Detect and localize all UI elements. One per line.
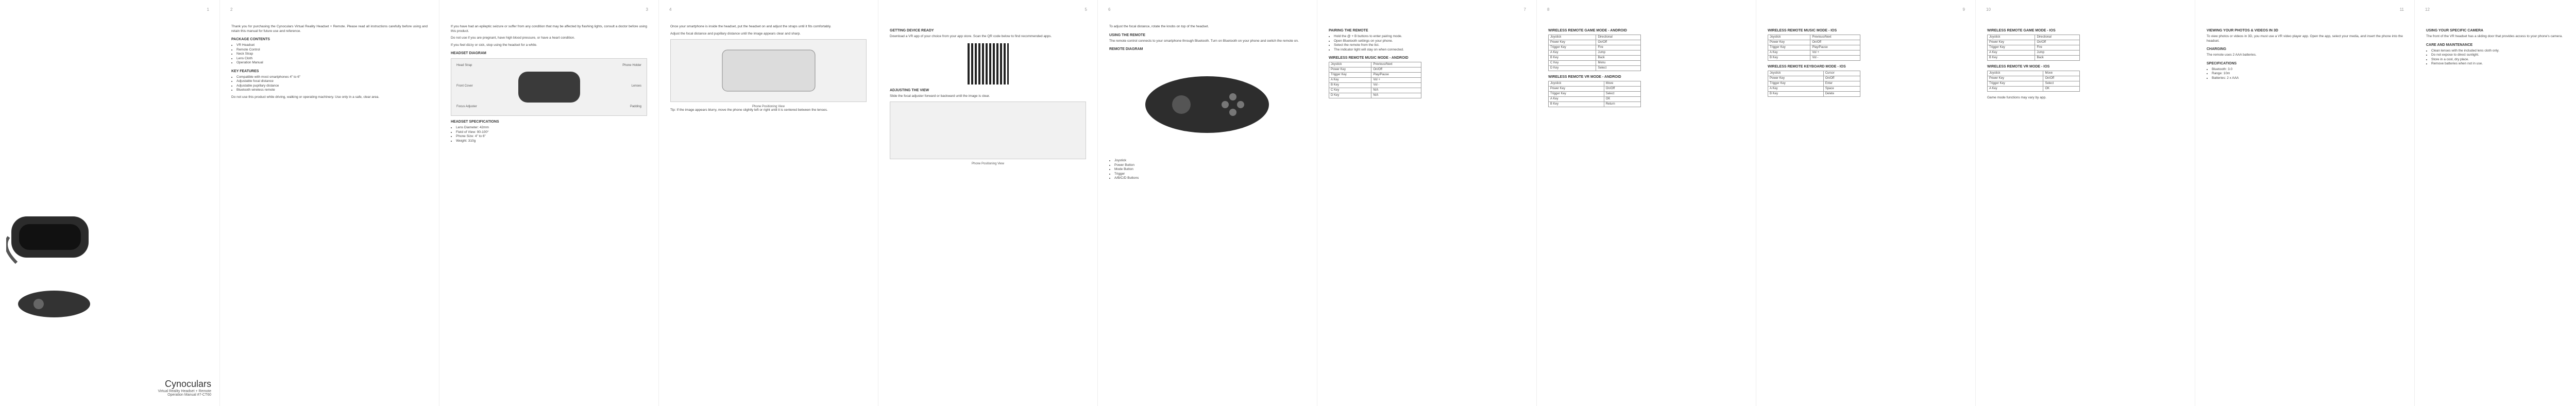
table-cell: D Key — [1329, 93, 1371, 98]
table-cell: Back — [1596, 56, 1641, 61]
table-row — [1329, 73, 1421, 78]
list-item: • Store in a cool, dry place. — [2431, 58, 2576, 62]
table-row — [1329, 88, 1421, 93]
table-row — [1988, 45, 2080, 50]
table-row — [1988, 40, 2080, 45]
table-cell: Select — [1596, 66, 1641, 71]
page-number: 4 — [669, 7, 672, 12]
table-row — [1988, 87, 2080, 92]
table-cell: Vol + — [1810, 50, 1860, 56]
section-heading: CHARGING — [2207, 47, 2227, 51]
list-item: • Select the remote from the list. — [1334, 43, 1525, 48]
subtitle: Virtual Reality Headset + Remote — [158, 390, 211, 393]
table-cell: Menu — [1596, 61, 1641, 66]
table-cell: Back — [2035, 56, 2080, 61]
panel-5 — [878, 0, 1097, 406]
list-item: • Mode Button — [1114, 167, 1306, 172]
table-cell: On/Off — [1823, 76, 1860, 81]
headset-illustration — [6, 201, 94, 273]
panel-9 — [1756, 0, 1975, 406]
figure-caption: Phone Positioning View — [972, 162, 1004, 165]
note-text: Game mode functions may vary by app. — [1987, 96, 2046, 99]
table-row — [1549, 97, 1641, 102]
panel-3 — [439, 0, 658, 406]
table-cell: Vol - — [1371, 83, 1421, 88]
table-row — [1768, 71, 1860, 76]
table-cell: Select — [2043, 81, 2080, 87]
table-cell: A Key — [1988, 50, 2035, 56]
table-cell: B Key — [1768, 92, 1824, 97]
diagram-label: Front Cover — [456, 84, 473, 88]
table-cell: A Key — [1768, 50, 1810, 56]
table-cell: Joystick — [1988, 71, 2043, 76]
body-text: Adjust the focal distance and pupillary distance until the image appears clear and sharp. — [670, 31, 801, 36]
list-item: • Lens Diameter: 42mm — [456, 126, 647, 130]
table-cell: Joystick — [1549, 81, 1604, 87]
table-cell: B Key — [1768, 56, 1810, 61]
table-row — [1329, 93, 1421, 98]
table-row — [1329, 78, 1421, 83]
body-text: Do not use if you are pregnant, have high blood pressure, or have a heart condition. — [451, 36, 575, 40]
contents-list — [231, 43, 428, 65]
table-cell: A Key — [1768, 87, 1824, 92]
body-text: The remote control connects to your smartphone through Bluetooth. Turn on Bluetooth on your phone and switch the remote on. — [1109, 39, 1299, 43]
table-row — [1768, 87, 1860, 92]
body-text: If you feel dizzy or sick, stop using the headset for a while. — [451, 43, 537, 47]
list-item: • The indicator light will stay on when connected. — [1334, 48, 1525, 53]
list-item: • Hold the @ + B buttons to enter pairing mode. — [1334, 35, 1525, 39]
list-item: • Clean lenses with the included lens cloth only. — [2431, 49, 2576, 54]
table-cell: Space — [1823, 87, 1860, 92]
table-row — [1988, 35, 2080, 40]
phone-position-figure — [670, 39, 867, 102]
panel-8 — [1536, 0, 1756, 406]
table-cell: On/Off — [1604, 87, 1640, 92]
care-list — [2426, 49, 2576, 66]
remote-diagram — [1109, 53, 1305, 156]
manual-number: Operation Manual #7-CT60 — [167, 393, 211, 397]
panel-cover — [0, 0, 219, 406]
list-item: • Bluetooth: 3.0 — [2212, 67, 2403, 72]
table-row — [1988, 81, 2080, 87]
spec-list — [451, 126, 647, 143]
list-item: • Power Button — [1114, 163, 1306, 168]
table-cell: Play/Pause — [1371, 73, 1421, 78]
table-cell: A Key — [1549, 97, 1604, 102]
table-cell: Previous/Next — [1371, 62, 1421, 67]
table-cell: Fire — [2035, 45, 2080, 50]
table-cell: Trigger Key — [1768, 45, 1810, 50]
section-heading: PACKAGE CONTENTS — [231, 38, 270, 41]
table-row — [1549, 92, 1641, 97]
table-cell: B Key — [1988, 56, 2035, 61]
table-row — [1329, 83, 1421, 88]
table-cell: Return — [1604, 102, 1640, 107]
body-text: To adjust the focal distance, rotate the knobs on top of the headset. — [1109, 25, 1209, 28]
page-number: 1 — [207, 7, 209, 12]
table-cell: N/A — [1371, 88, 1421, 93]
section-heading: GETTING DEVICE READY — [890, 29, 934, 32]
table-cell: Play/Pause — [1810, 45, 1860, 50]
section-heading: CARE AND MAINTENANCE — [2426, 43, 2473, 47]
table-cell: OK — [2043, 87, 2080, 92]
body-text: Download a VR app of your choice from your app store. Scan the QR code below to find recommended apps. — [890, 35, 1052, 38]
table-cell: On/Off — [2035, 40, 2080, 45]
body-text: Slide the focal adjuster forward or backward until the image is clear. — [890, 94, 990, 98]
panel-4 — [658, 0, 878, 406]
panel-7 — [1317, 0, 1536, 406]
table-heading: WIRELESS REMOTE VR MODE - IOS — [1987, 65, 2050, 69]
phone-position-drawing — [671, 40, 867, 102]
page-number: 10 — [1986, 7, 1991, 12]
list-item: • Range: 10m — [2212, 72, 2403, 76]
list-item: • Adjustable pupillary distance — [236, 84, 428, 89]
section-heading: SPECIFICATIONS — [2207, 61, 2237, 65]
table-cell: Jump — [1596, 50, 1641, 56]
list-item: • Remote Control — [236, 48, 428, 53]
button-map-table — [1548, 81, 1641, 107]
table-cell: Power Key — [1549, 87, 1604, 92]
table-cell: Trigger Key — [1549, 45, 1596, 50]
table-row — [1768, 56, 1860, 61]
list-item: • Operation Manual — [236, 61, 428, 65]
table-row — [1549, 87, 1641, 92]
page-number: 12 — [2425, 7, 2430, 12]
table-heading: WIRELESS REMOTE VR MODE - ANDROID — [1548, 75, 1621, 79]
table-cell: Directional — [1596, 35, 1641, 40]
remote-illustration — [15, 289, 93, 319]
table-heading: WIRELESS REMOTE GAME MODE - ANDROID — [1548, 29, 1627, 32]
table-cell: Trigger Key — [1988, 81, 2043, 87]
table-row — [1768, 40, 1860, 45]
table-cell: OK — [1604, 97, 1640, 102]
table-row — [1549, 102, 1641, 107]
button-map-table — [1329, 62, 1421, 98]
body-text: The remote uses 2 AAA batteries. — [2207, 53, 2257, 57]
table-cell: Joystick — [1329, 62, 1371, 67]
note-text: Do not use this product while driving, walking or operating machinery. Use only in a safe, clear area. — [231, 95, 380, 99]
table-row — [1549, 40, 1641, 45]
table-row — [1549, 45, 1641, 50]
page-number: 2 — [230, 7, 233, 12]
table-row — [1768, 50, 1860, 56]
table-cell: Joystick — [1549, 35, 1596, 40]
table-cell: Jump — [2035, 50, 2080, 56]
table-row — [1988, 50, 2080, 56]
section-heading: HEADSET SPECIFICATIONS — [451, 120, 499, 124]
table-heading: WIRELESS REMOTE MUSIC MODE - IOS — [1768, 29, 1837, 32]
page-number: 8 — [1547, 7, 1550, 12]
panel-11 — [2195, 0, 2414, 406]
table-cell: C Key — [1549, 61, 1596, 66]
list-item: • Field of View: 90-100° — [456, 130, 647, 135]
list-item: • Weight: 310g — [456, 139, 647, 144]
table-cell: Trigger Key — [1549, 92, 1604, 97]
table-cell: Power Key — [1988, 76, 2043, 81]
button-map-table — [1768, 71, 1860, 97]
table-heading: WIRELESS REMOTE KEYBOARD MODE - IOS — [1768, 65, 1846, 69]
section-heading: REMOTE DIAGRAM — [1109, 47, 1143, 51]
body-text: Once your smartphone is inside the headset, put the headset on and adjust the straps until it fits comfortably. — [670, 25, 832, 28]
table-cell: Trigger Key — [1768, 81, 1824, 87]
button-map-table — [1768, 35, 1860, 61]
section-heading: PAIRING THE REMOTE — [1329, 29, 1368, 32]
table-row — [1768, 76, 1860, 81]
panel-2 — [219, 0, 439, 406]
remote-labels — [1109, 159, 1306, 181]
table-row — [1549, 66, 1641, 71]
table-heading: WIRELESS REMOTE GAME MODE - IOS — [1987, 29, 2056, 32]
list-item: • Remove batteries when not in use. — [2431, 62, 2576, 66]
panel-6 — [1097, 0, 1317, 406]
table-cell: Trigger Key — [1988, 45, 2035, 50]
table-row — [1988, 56, 2080, 61]
section-heading: VIEWING YOUR PHOTOS & VIDEOS IN 3D — [2207, 29, 2278, 32]
button-map-table — [1987, 71, 2080, 92]
table-cell: On/Off — [1371, 67, 1421, 73]
table-heading: WIRELESS REMOTE MUSIC MODE - ANDROID — [1329, 56, 1409, 60]
table-row — [1768, 35, 1860, 40]
headset-diagram-drawing — [451, 59, 647, 115]
button-map-table — [1548, 35, 1641, 71]
table-row — [1549, 61, 1641, 66]
table-row — [1549, 50, 1641, 56]
body-text: To view photos or videos in 3D, you must use a VR video player app. Open the app, select your media, and insert the phone into the headset. — [2207, 35, 2403, 43]
section-heading: HEADSET DIAGRAM — [451, 52, 486, 55]
table-cell: Power Key — [1549, 40, 1596, 45]
table-cell: Cursor — [1823, 71, 1860, 76]
table-cell: Power Key — [1768, 76, 1824, 81]
spec-list — [2207, 67, 2403, 81]
table-cell: Joystick — [1768, 35, 1810, 40]
diagram-label: Padding — [630, 105, 641, 108]
table-cell: A Key — [1988, 87, 2043, 92]
table-cell: Fire — [1596, 45, 1641, 50]
table-cell: On/Off — [1810, 40, 1860, 45]
panel-10 — [1975, 0, 2195, 406]
table-cell: A Key — [1549, 50, 1596, 56]
table-row — [1988, 71, 2080, 76]
page-number: 7 — [1523, 7, 1526, 12]
table-row — [1549, 81, 1641, 87]
phone-position-figure — [890, 102, 1086, 159]
table-cell: Joystick — [1768, 71, 1824, 76]
table-cell: Trigger Key — [1329, 73, 1371, 78]
table-cell: C Key — [1329, 88, 1371, 93]
table-row — [1329, 62, 1421, 67]
section-heading: ADJUSTING THE VIEW — [890, 88, 929, 92]
list-item: • VR Headset — [236, 43, 428, 48]
table-cell: A Key — [1329, 78, 1371, 83]
panel-12 — [2414, 0, 2576, 406]
table-cell: Move — [2043, 71, 2080, 76]
table-row — [1768, 81, 1860, 87]
section-heading: KEY FEATURES — [231, 69, 259, 73]
table-cell: Select — [1604, 92, 1640, 97]
page-number: 5 — [1084, 7, 1087, 12]
table-cell: Vol - — [1810, 56, 1860, 61]
table-row — [1768, 45, 1860, 50]
table-cell: N/A — [1371, 93, 1421, 98]
intro-text: Thank you for purchasing the Cynoculars Virtual Reality Headset + Remote. Please read all instructions carefully before using and retain this manual for future use and reference. — [231, 25, 428, 33]
table-row — [1549, 56, 1641, 61]
table-cell: Vol + — [1371, 78, 1421, 83]
list-item: • Joystick — [1114, 159, 1306, 163]
table-row — [1768, 92, 1860, 97]
list-item: • Bluetooth wireless remote — [236, 88, 428, 93]
page-number: 11 — [2399, 7, 2404, 12]
section-heading: USING THE REMOTE — [1109, 33, 1146, 37]
table-cell: Power Key — [1988, 40, 2035, 45]
table-cell: Enter — [1823, 81, 1860, 87]
table-row — [1329, 67, 1421, 73]
body-text: The front of the VR headset has a sliding door that provides access to your phone's camera. — [2426, 35, 2563, 38]
list-item: • Lens Cloth — [236, 57, 428, 61]
page-number: 9 — [1962, 7, 1965, 12]
table-cell: On/Off — [1596, 40, 1641, 45]
tip-text: Tip: If the image appears blurry, move the phone slightly left or right until it is centered between the lenses. — [670, 108, 828, 112]
diagram-label: Head Strap — [456, 64, 472, 67]
diagram-label: Phone Holder — [622, 64, 641, 67]
table-cell: B Key — [1549, 56, 1596, 61]
list-item: • Compatible with most smartphones 4" to 6" — [236, 75, 428, 80]
table-row — [1549, 35, 1641, 40]
headset-diagram — [451, 58, 647, 116]
table-cell: Power Key — [1329, 67, 1371, 73]
list-item: • Batteries: 2 x AAA — [2212, 76, 2403, 81]
table-cell: Previous/Next — [1810, 35, 1860, 40]
page-number: 3 — [646, 7, 648, 12]
list-item: • Phone Size: 4" to 6" — [456, 134, 647, 139]
table-cell: B Key — [1549, 102, 1604, 107]
list-item: • Open Bluetooth settings on your phone. — [1334, 39, 1525, 44]
diagram-label: Focus Adjuster — [456, 105, 477, 108]
table-cell: Directional — [2035, 35, 2080, 40]
table-cell: B Key — [1329, 83, 1371, 88]
brand-name: Cynoculars — [164, 379, 211, 389]
list-item: • Neck Strap — [236, 52, 428, 57]
list-item: • A/B/C/D Buttons — [1114, 176, 1306, 181]
table-cell: D Key — [1549, 66, 1596, 71]
section-heading: USING YOUR SPECIFIC CAMERA — [2426, 29, 2484, 32]
pairing-steps — [1329, 35, 1525, 52]
table-row — [1988, 76, 2080, 81]
table-cell: Delete — [1823, 92, 1860, 97]
button-map-table — [1987, 35, 2080, 61]
table-cell: Move — [1604, 81, 1640, 87]
table-cell: Power Key — [1768, 40, 1810, 45]
features-list — [231, 75, 428, 93]
cover-title-block — [155, 379, 211, 397]
list-item: • Trigger — [1114, 172, 1306, 177]
list-item: • Do not expose to direct sunlight. — [2431, 53, 2576, 58]
table-cell: Joystick — [1988, 35, 2035, 40]
figure-caption: Phone Positioning View — [752, 105, 785, 108]
table-cell: On/Off — [2043, 76, 2080, 81]
page-number: 6 — [1108, 7, 1111, 12]
qr-code — [968, 43, 1009, 84]
body-text: If you have had an epileptic seizure or suffer from any condition that may be affected by flashing lights, consult a doctor before using this product. — [451, 25, 647, 33]
list-item: • Adjustable focal distance — [236, 79, 428, 84]
diagram-label: Lenses — [631, 84, 641, 88]
